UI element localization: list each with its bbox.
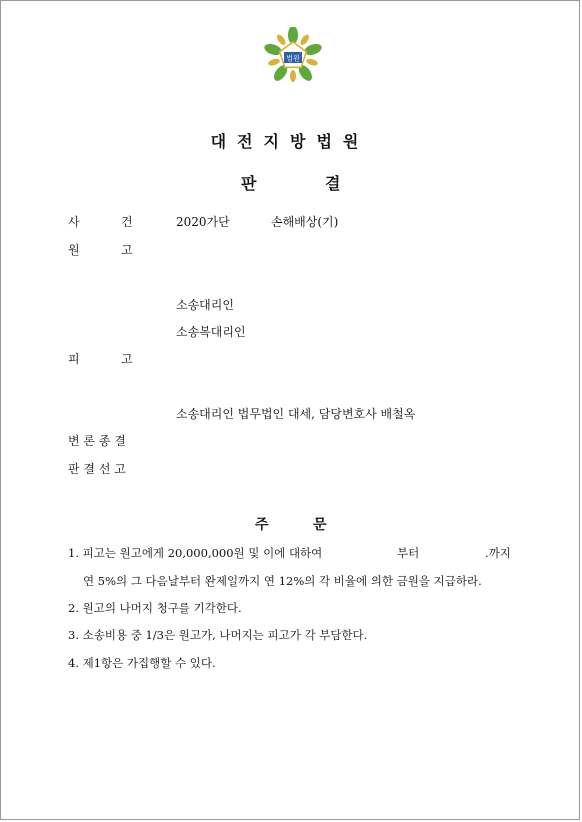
judgment-date-label: 판 결 선 고 xyxy=(68,462,126,476)
plaintiff-label-left: 원 xyxy=(68,243,80,257)
emblem-text: 법원 xyxy=(286,54,300,63)
order-item-4: 4. 제1항은 가집행할 수 있다. xyxy=(68,656,216,670)
document-title-left: 판 xyxy=(241,174,257,193)
order-item-1-line-2: 연 5%의 그 다음날부터 완제일까지 연 12%의 각 비율에 의한 금원을 지급하라. xyxy=(83,574,482,588)
document-title-right: 결 xyxy=(325,174,341,193)
plaintiff-sub-agent-label: 소송복대리인 xyxy=(176,325,246,339)
closing-label: 변 론 종 결 xyxy=(68,434,126,448)
case-label-left: 사 xyxy=(68,215,80,229)
defendant-label-right: 고 xyxy=(121,352,133,366)
plaintiff-label-right: 고 xyxy=(121,243,133,257)
case-number: 2020가단 xyxy=(176,215,230,229)
order-item-1-b: 부터 xyxy=(397,546,420,560)
defendant-agent: 소송대리인 법무법인 대세, 담당변호사 배철옥 xyxy=(176,407,416,421)
case-name: 손해배상(기) xyxy=(271,215,339,229)
order-item-2: 2. 원고의 나머지 청구를 기각한다. xyxy=(68,601,242,615)
plaintiff-agent-label: 소송대리인 xyxy=(176,298,234,312)
order-title-right: 문 xyxy=(313,517,327,533)
order-item-1-a: 1. 피고는 원고에게 20,000,000원 및 이에 대하여 xyxy=(68,546,323,560)
court-emblem-icon xyxy=(264,27,322,85)
defendant-label-left: 피 xyxy=(68,352,80,366)
court-name: 대전지방법원 xyxy=(210,132,370,151)
case-label-right: 건 xyxy=(121,215,133,229)
order-item-1-c: .까지 xyxy=(485,546,511,560)
order-item-3: 3. 소송비용 중 1/3은 원고가, 나머지는 피고가 각 부담한다. xyxy=(68,628,368,642)
order-title-left: 주 xyxy=(255,517,269,533)
